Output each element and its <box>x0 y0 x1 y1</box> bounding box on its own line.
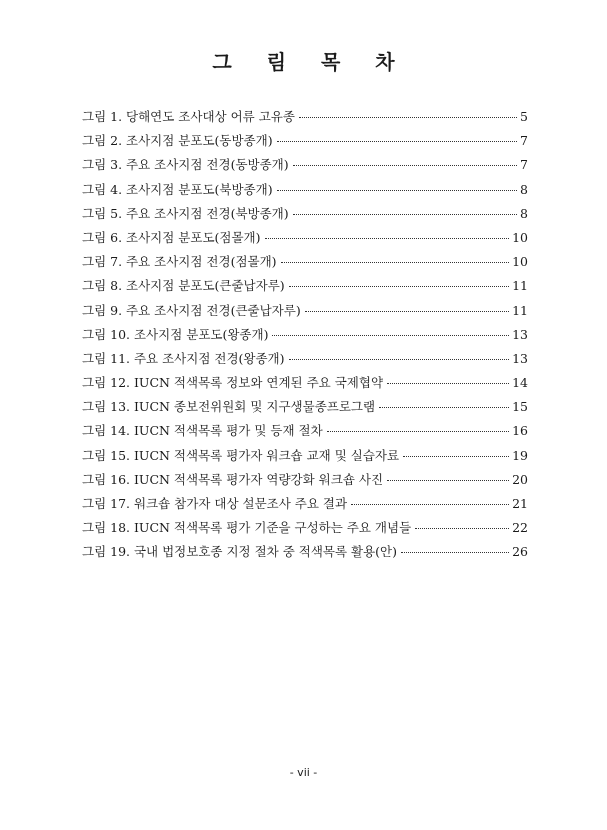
toc-entry-page: 22 <box>512 520 528 536</box>
toc-leader-dots <box>299 117 517 118</box>
toc-entry-page: 10 <box>512 254 528 270</box>
toc-entry-page: 11 <box>512 278 528 294</box>
toc-entry-label: 그림 3. 주요 조사지점 전경(동방종개) <box>82 157 289 173</box>
toc-entry-page: 10 <box>512 229 528 245</box>
toc-entry[interactable] <box>82 542 528 566</box>
toc-entry-label: 그림 2. 조사지점 분포도(동방종개) <box>82 133 273 149</box>
page-number: - vii - <box>289 766 318 779</box>
toc-entry-label: 그림 14. IUCN 적색목록 평가 및 등재 절차 <box>82 423 323 439</box>
toc-entry-page: 19 <box>512 447 528 463</box>
toc-leader-dots <box>289 359 510 360</box>
toc-entry-page: 8 <box>520 181 528 197</box>
toc-list <box>82 107 528 567</box>
toc-entry[interactable] <box>82 494 528 518</box>
toc-entry[interactable] <box>82 397 528 421</box>
toc-leader-dots <box>387 480 509 481</box>
toc-entry-label: 그림 9. 주요 조사지점 전경(큰줄납자루) <box>82 302 301 318</box>
toc-entry[interactable] <box>82 204 528 228</box>
toc-leader-dots <box>293 165 517 166</box>
toc-entry[interactable] <box>82 228 528 252</box>
toc-entry[interactable] <box>82 301 528 325</box>
toc-leader-dots <box>305 311 509 312</box>
toc-entry-page: 16 <box>512 423 528 439</box>
toc-entry[interactable] <box>82 131 528 155</box>
page-title: 그 림 목 차 <box>212 50 409 74</box>
toc-entry[interactable] <box>82 180 528 204</box>
toc-leader-dots <box>289 286 509 287</box>
toc-leader-dots <box>277 141 517 142</box>
toc-entry-label: 그림 11. 주요 조사지점 전경(왕종개) <box>82 350 285 366</box>
toc-entry-page: 7 <box>520 157 528 173</box>
toc-entry-label: 그림 17. 워크숍 참가자 대상 설문조사 주요 결과 <box>82 496 348 511</box>
toc-entry-page: 15 <box>512 399 528 415</box>
toc-entry-page: 20 <box>512 471 528 487</box>
toc-entry-page: 7 <box>520 133 528 149</box>
toc-entry[interactable] <box>82 107 528 131</box>
toc-leader-dots <box>277 190 517 191</box>
toc-entry-label: 그림 5. 주요 조사지점 전경(북방종개) <box>82 205 289 221</box>
toc-entry-page: 13 <box>512 350 528 366</box>
toc-entry[interactable] <box>82 373 528 397</box>
toc-entry-label: 그림 4. 조사지점 분포도(북방종개) <box>82 181 273 197</box>
toc-entry-label: 그림 15. IUCN 적색목록 평가자 워크숍 교재 및 실습자료 <box>82 447 400 463</box>
toc-entry-label: 그림 8. 조사지점 분포도(큰줄납자루) <box>82 278 285 294</box>
toc-entry[interactable] <box>82 518 528 542</box>
toc-entry-label: 그림 6. 조사지점 분포도(점몰개) <box>82 229 261 245</box>
toc-leader-dots <box>351 504 509 505</box>
toc-entry[interactable] <box>82 276 528 300</box>
toc-entry-page: 21 <box>512 496 528 511</box>
toc-leader-dots <box>327 431 509 432</box>
toc-entry-page: 13 <box>512 326 528 342</box>
toc-entry-label: 그림 10. 조사지점 분포도(왕종개) <box>82 326 269 342</box>
toc-entry[interactable] <box>82 421 528 445</box>
toc-leader-dots <box>265 238 510 239</box>
toc-entry-label: 그림 7. 주요 조사지점 전경(점몰개) <box>82 254 277 270</box>
toc-entry-page: 14 <box>512 375 528 391</box>
toc-entry[interactable] <box>82 252 528 276</box>
toc-entry[interactable] <box>82 446 528 470</box>
toc-leader-dots <box>415 528 509 529</box>
toc-entry-label: 그림 18. IUCN 적색목록 평가 기준을 구성하는 주요 개념들 <box>82 520 412 536</box>
toc-leader-dots <box>403 456 509 457</box>
toc-leader-dots <box>272 335 509 336</box>
toc-leader-dots <box>401 552 509 553</box>
toc-entry[interactable] <box>82 470 528 494</box>
toc-leader-dots <box>293 214 517 215</box>
toc-entry[interactable] <box>82 155 528 179</box>
toc-entry-page: 5 <box>520 109 528 124</box>
toc-entry-label: 그림 16. IUCN 적색목록 평가자 역량강화 워크숍 사진 <box>82 471 384 487</box>
toc-entry[interactable] <box>82 325 528 349</box>
toc-entry-label: 그림 1. 당해연도 조사대상 어류 고유종 <box>82 109 295 124</box>
toc-entry-page: 11 <box>512 302 528 318</box>
toc-entry-page: 8 <box>520 205 528 221</box>
toc-leader-dots <box>387 383 509 384</box>
toc-entry-label: 그림 13. IUCN 종보전위원회 및 지구생물종프로그램 <box>82 399 376 415</box>
toc-leader-dots <box>281 262 510 263</box>
toc-entry-label: 그림 12. IUCN 적색목록 정보와 연계된 주요 국제협약 <box>82 375 384 391</box>
toc-leader-dots <box>379 407 509 408</box>
toc-entry-page: 26 <box>512 544 528 560</box>
toc-entry-label: 그림 19. 국내 법정보호종 지정 절차 중 적색목록 활용(안) <box>82 544 397 560</box>
toc-entry[interactable] <box>82 349 528 373</box>
